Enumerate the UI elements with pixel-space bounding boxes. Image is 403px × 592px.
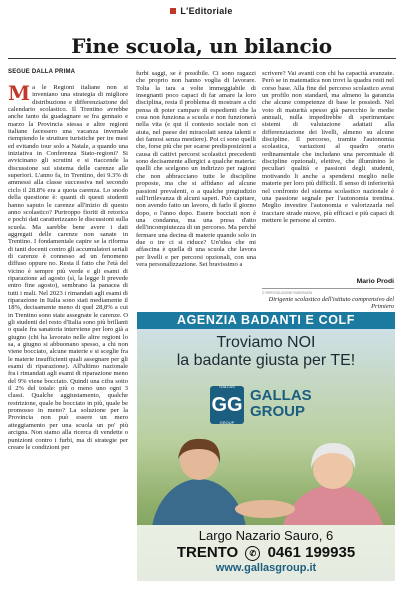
dropcap: M — [8, 84, 31, 105]
column-1-text: a le Regioni italiane non si inventano una strategia di migliore distribuzione e differenziazione del calendario scolastico. Il Trentino avrebbe anche tanto da guadagnare se fra gennaio e marzo la Provincia stessa e altre regioni italiane facessero una vacanza invernale riempiendo le strutture turistiche per tre mesi ed evitando tour solo a Natale, a quando una iniziativa in Conferenza Stato-regioni? Si avvicinano gli scrutini e si riaccende la discussione sui sistema delle carenze alle superiori. L'anno fa, in Trentino, dei 9.3% di ammessi alla classe successiva nel secondo ciclo il 28.8% era a quota carenza. Lo snodo della questione è: quanti di questi studenti hanno saputo le carenze all'inizio di questo anno scolastico? Purtroppo fioriti di retorica e pochi dati caratterizzano le discussioni sulla scuola. Ma sarebbe bene avere i dati aggregati delle carenze non sanate in Trentino. I fondamentale capire se la riforma di tanti docenti contro gli accumulatori seriali di carenze è connesso ad un fenomeno diffuso oppure no. Resta il fatto che l'età del vicino è sempre più verde e gli esami di riparazione ad agosto (sì, la legge li prevede entro fine agosto), sembrano la panacea di tutti i mali. Nel 2023 i rimandati agli esami di riparazione in Italia sono stati mediamente il 18%, decisamente meno di quel 28,8% a cui in Trentino sono state assegnate le carenze. O gli studenti del resto d'Italia sono più brillanti o quale fra sanatoria interviene per loro già a giugno (chi ha lavorato nelle altre regioni lo sa, a giugno si abbuonano spesso, a chi non viene bocciato, alcune materie e si sceglie fra le materie insufficienti quali assegnare per gli esami di riparazione). All'ultimo nazionale fra i rimandati agli esami di riparazione meno del 9% viene bocciato. Quindi una cifra sotto il 2% del totale: più o meno uno ogni 3 classi. Qualche aggiustamento, qualche restrizione, quale be bocciato in più, quale be promosso in meno? La soluzione per la Provincia non può essere un mero atteggiamento per una scuola un po' più arcigna. Non siamo alla ricerca di vendette o punizioni contro i furbi, ma di strategie per creare le condizioni per — [8, 84, 128, 451]
brand-name-line1: GALLAS — [250, 387, 312, 404]
article-column-1 — [8, 84, 128, 584]
logo-monogram: GG — [211, 394, 243, 416]
copyright-note: © RIPRODUZIONE RISERVATA — [262, 291, 313, 295]
logo-mark-icon — [210, 386, 244, 424]
author-role: Dirigente scolastico dell'istituto comprensivo del Primiero — [268, 296, 394, 311]
author-signature — [262, 278, 394, 310]
column-2-text: furbi saggi, se è possibile. Ci sono ragazzi che proprio non hanno voglia di lavorare. Tolta la tara a volte immeggiabile di insegnanti poco capaci di far amare la loro disciplina, resta il problema di mostrare a chi pensa di poter campare di espedienti che la cosa non funziona a scuola e non funzionerà nella vita (e qui il contesto sociale non ci aiuta, nel paese dei miracolati senza talenti e dei famosi senza mestiere). Poi ci sono quelli che, forse più che per scarse predisposizioni a causa di cattivi percorsi scolastici precedenti sono decisamente allergici a qualche materia: quelli che scelgono un indirizzo per ragioni che non abbracciano tutte le discipline proposte, ma che si affidano ad alcune passioni prevalenti, o a qualche pregiudizio sull'irrilevanza di alcuni saperi. Può capitare, non avendo fatto un lavoro, di farlo il giorno dopo, o l'anno dopo. Essere bocciati non è una condanna, ma una presa d'atto dell'incompiutezza di un percorso. Ma perché fermare una decina di materie quando solo in due o tre ci si riduce? Un'idea che mi affascina è quella di una scuola che lavora per livelli e per percorsi opzionali, con una vera personalizzazione. Sei bravissimo a — [136, 70, 256, 268]
article-column-2 — [136, 70, 256, 303]
ad-slogan-line2: la badante giusta per TE! — [176, 352, 356, 369]
signature-rule — [262, 288, 394, 289]
advertisement[interactable] — [137, 312, 395, 581]
logo-small-text: GALLAS — [219, 384, 235, 389]
section-name: L'Editoriale — [180, 6, 233, 16]
column-3-text: scrivere? Vai avanti con chi ha capacità avanzate. Però se in matematica non trovi la quadra resti nel corso base. Alla fine del percorso scolastico avrai un profilo non standard, ma almeno la garanzia che alcune competenze di base le possiedi. Nel voto di maturità spesso già parecchio le medie annuali, nulla impedirebbe di sperimentare sistemi di valutazione adattati alla differenziazione dei livelli, almeno su alcune discipline. Il percorso, tramite l'autonomia scolastica, variazioni al quadro orario ordinamentale che includano una percentuale di discipline opzionali, elettive, che illuminino le peculiari qualità e passioni degli studenti, motivando li anche a spendersi meglio nelle materie per loro più difficili. Il senso di inferiorità nel confronto del sistema scolastico nazionale è una passione segnale per l'autonomia trentina. Meglio investire l'autonomia e valorizzarla nel tracciare strade nuove, più efficaci e più capaci di mettere le persone al centro. — [262, 70, 394, 224]
ad-phone-row[interactable] — [137, 544, 395, 561]
headline-rule — [8, 58, 396, 59]
ad-body — [137, 329, 395, 581]
author-name: Mario Prodi — [356, 278, 394, 285]
phone-icon: ✆ — [245, 546, 260, 561]
ad-address: Largo Nazario Sauro, 6 — [198, 528, 334, 543]
ad-title: AGENZIA BADANTI E COLF — [137, 312, 395, 329]
section-marker-icon — [170, 8, 176, 14]
caregiver-photo — [137, 429, 395, 525]
ad-phone[interactable]: 0461 199935 — [267, 544, 356, 561]
holding-hands — [235, 500, 295, 518]
ad-slogan — [137, 334, 395, 370]
ad-contact-panel — [137, 525, 395, 581]
elder-body — [281, 485, 385, 525]
brand-logo — [210, 384, 322, 428]
headline: Fine scuola, un bilancio — [71, 34, 332, 58]
ad-website[interactable]: www.gallasgroup.it — [215, 562, 317, 574]
article-column-3 — [262, 70, 394, 278]
logo-group-text: GROUP — [219, 420, 235, 425]
kicker: SEGUE DALLA PRIMA — [8, 69, 76, 75]
caregiver-body — [151, 479, 247, 525]
section-label — [0, 6, 403, 16]
brand-name-line2: GROUP — [250, 403, 306, 420]
ad-slogan-line1: Troviamo NOI — [216, 334, 316, 351]
ad-city: TRENTO — [176, 544, 239, 561]
brand-name — [250, 388, 312, 420]
